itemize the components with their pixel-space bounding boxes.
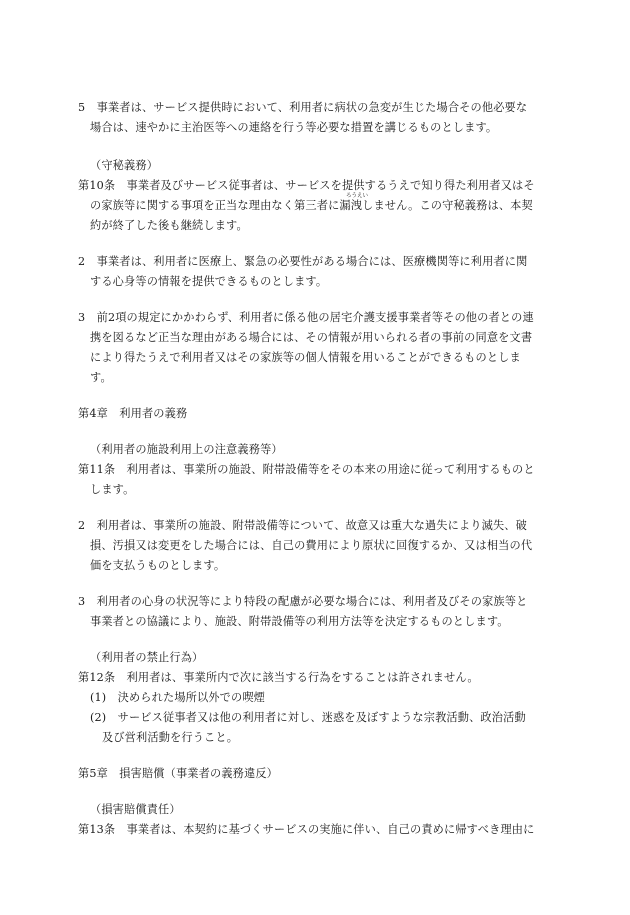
chapter-4-title: 第4章 利用者の義務 (78, 407, 188, 420)
article-11-line-1: 第11条 利用者は、事業所の施設、附帯設備等をその本来の用途に従って利用するものと (78, 463, 535, 476)
article-5-line-1: 5 事業者は、サービス提供時において、利用者に病状の急変が生じた場合その他必要な (78, 101, 528, 114)
article-10-para-3-line-3: により得たうえで利用者又はその家族等の個人情報を用いることができるものとしま (90, 351, 521, 364)
article-12-item-1: (1) 決められた場所以外での喫煙 (90, 691, 266, 704)
article-10-para-3-line-1: 3 前2項の規定にかかわらず、利用者に係る他の居宅介護支援事業者等その他の者との連 (78, 311, 534, 324)
article-10-para-2-line-1: 2 事業者は、利用者に医療上、緊急の必要性がある場合には、医療機関等に利用者に関 (78, 255, 528, 268)
article-11-heading: （利用者の施設利用上の注意義務等） (90, 443, 283, 456)
article-13-line-1: 第13条 事業者は、本契約に基づくサービスの実施に伴い、自己の責めに帰すべき理由に (78, 823, 535, 836)
article-10-para-3-line-2: 携を図るなど正当な理由がある場合には、その情報が用いられる者の事前の同意を文書 (90, 331, 533, 344)
article-10-para-2-line-2: する心身等の情報を提供できるものとします。 (90, 275, 328, 288)
article-11-para-2-line-1: 2 利用者は、事業所の施設、附帯設備等について、故意又は重大な過失により滅失、破 (78, 519, 527, 532)
article-11-para-3-line-1: 3 利用者の心身の状況等により特段の配慮が必要な場合には、利用者及びその家族等と (78, 595, 528, 608)
article-12-heading: （利用者の禁止行為） (90, 651, 204, 664)
article-11-para-2-line-3: 価を支払うものとします。 (90, 559, 226, 572)
article-10-ruby: ろうえい (346, 193, 369, 199)
article-12-item-2-line-2: 及び営利活動を行うこと。 (102, 731, 239, 744)
article-10-line-1: 第10条 事業者及びサービス従事者は、サービスを提供するうえで知り得た利用者又はそ (78, 179, 535, 192)
article-5-line-2: 場合は、速やかに主治医等への連絡を行う等必要な措置を講じるものとします。 (90, 121, 498, 134)
article-13-heading: （損害賠償責任） (90, 803, 181, 816)
chapter-5-title: 第5章 損害賠償（事業者の義務違反） (78, 767, 279, 780)
article-10-para-3-line-4: す。 (90, 371, 112, 384)
article-10-heading: （守秘義務） (90, 159, 159, 172)
article-12-line-1: 第12条 利用者は、事業所内で次に該当する行為をすることは許されません。 (78, 671, 479, 684)
article-10-line-2: の家族等に関する事項を正当な理由なく第三者に漏洩しません。この守秘義務は、本契 (90, 199, 533, 212)
article-11-line-2: します。 (90, 483, 135, 496)
article-10-line-3: 約が終了した後も継続します。 (90, 219, 248, 232)
article-11-para-2-line-2: 損、汚損又は変更をした場合には、自己の費用により原状に回復するか、又は相当の代 (90, 539, 533, 552)
article-12-item-2-line-1: (2) サービス従事者又は他の利用者に対し、迷惑を及ぼすような宗教活動、政治活動 (90, 711, 526, 724)
article-11-para-3-line-2: 事業者との協議により、施設、附帯設備等の利用方法等を決定するものとします。 (90, 615, 509, 628)
